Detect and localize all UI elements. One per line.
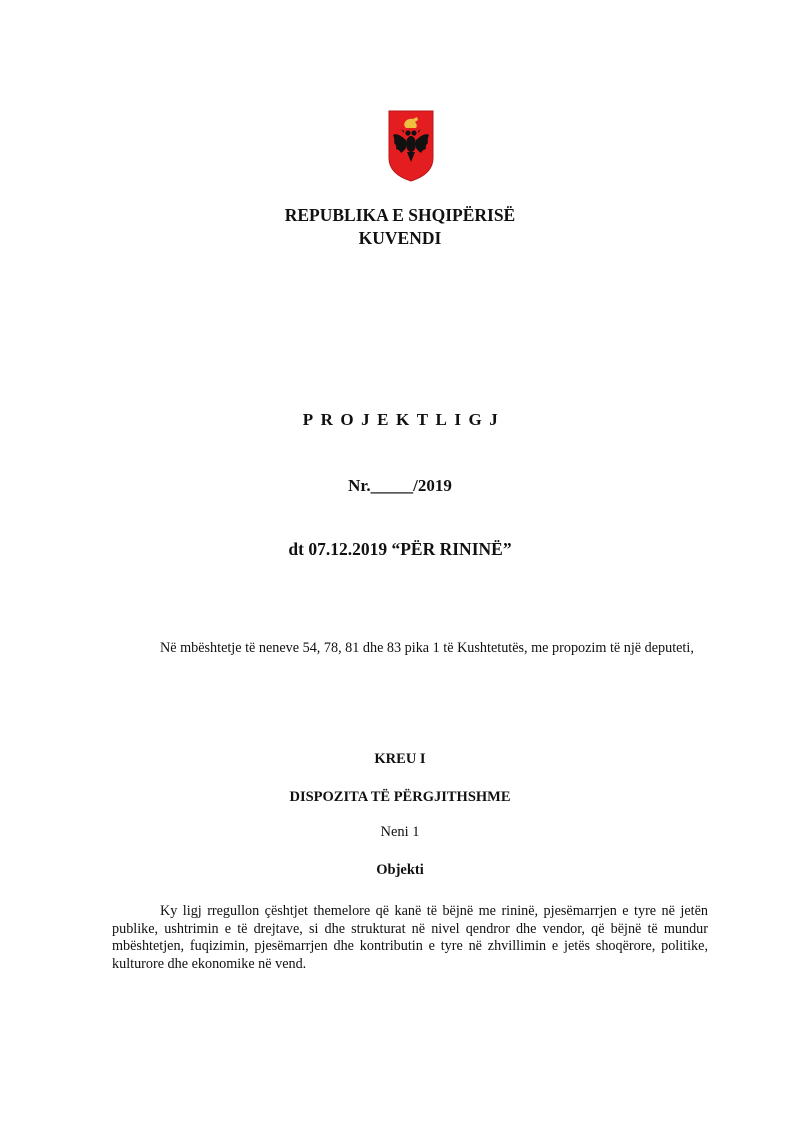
document-number: Nr._____/2019 — [348, 476, 452, 495]
article-paragraph — [112, 903, 708, 973]
article-title: Objekti — [376, 862, 424, 878]
coat-of-arms-icon — [388, 110, 434, 182]
assembly-name: KUVENDI — [358, 228, 442, 248]
republic-name: REPUBLIKA E SHQIPËRISË — [284, 205, 516, 225]
article-text: Ky ligj rregullon çështjet themelore që kanë të bëjnë me rininë, pjesëmarrjen e tyre në jetën publike, ushtrimin e të drejtave, si dhe strukturat në nivel qendror dhe vendor, që bëjnë të mundur mbështetjen, fuqizimin, pjesëmarrjen dhe kontributin e tyre në zhvillimin e jetës shoqërore, politike, kulturore dhe ekonomike në vend. — [112, 903, 708, 972]
article-label: Neni 1 — [380, 824, 420, 840]
preamble-text: Në mbështetje të neneve 54, 78, 81 dhe 83 pika 1 të Kushtetutës, me propozim të një deputeti, — [160, 640, 694, 656]
document-type: PROJEKTLIGJ — [302, 410, 506, 429]
chapter-label: KREU I — [374, 751, 426, 767]
chapter-title: DISPOZITA TË PËRGJITHSHME — [289, 789, 511, 805]
document-date-title: dt 07.12.2019 “PËR RININË” — [288, 539, 512, 559]
preamble-paragraph — [112, 640, 708, 658]
issuer-heading — [0, 204, 800, 250]
